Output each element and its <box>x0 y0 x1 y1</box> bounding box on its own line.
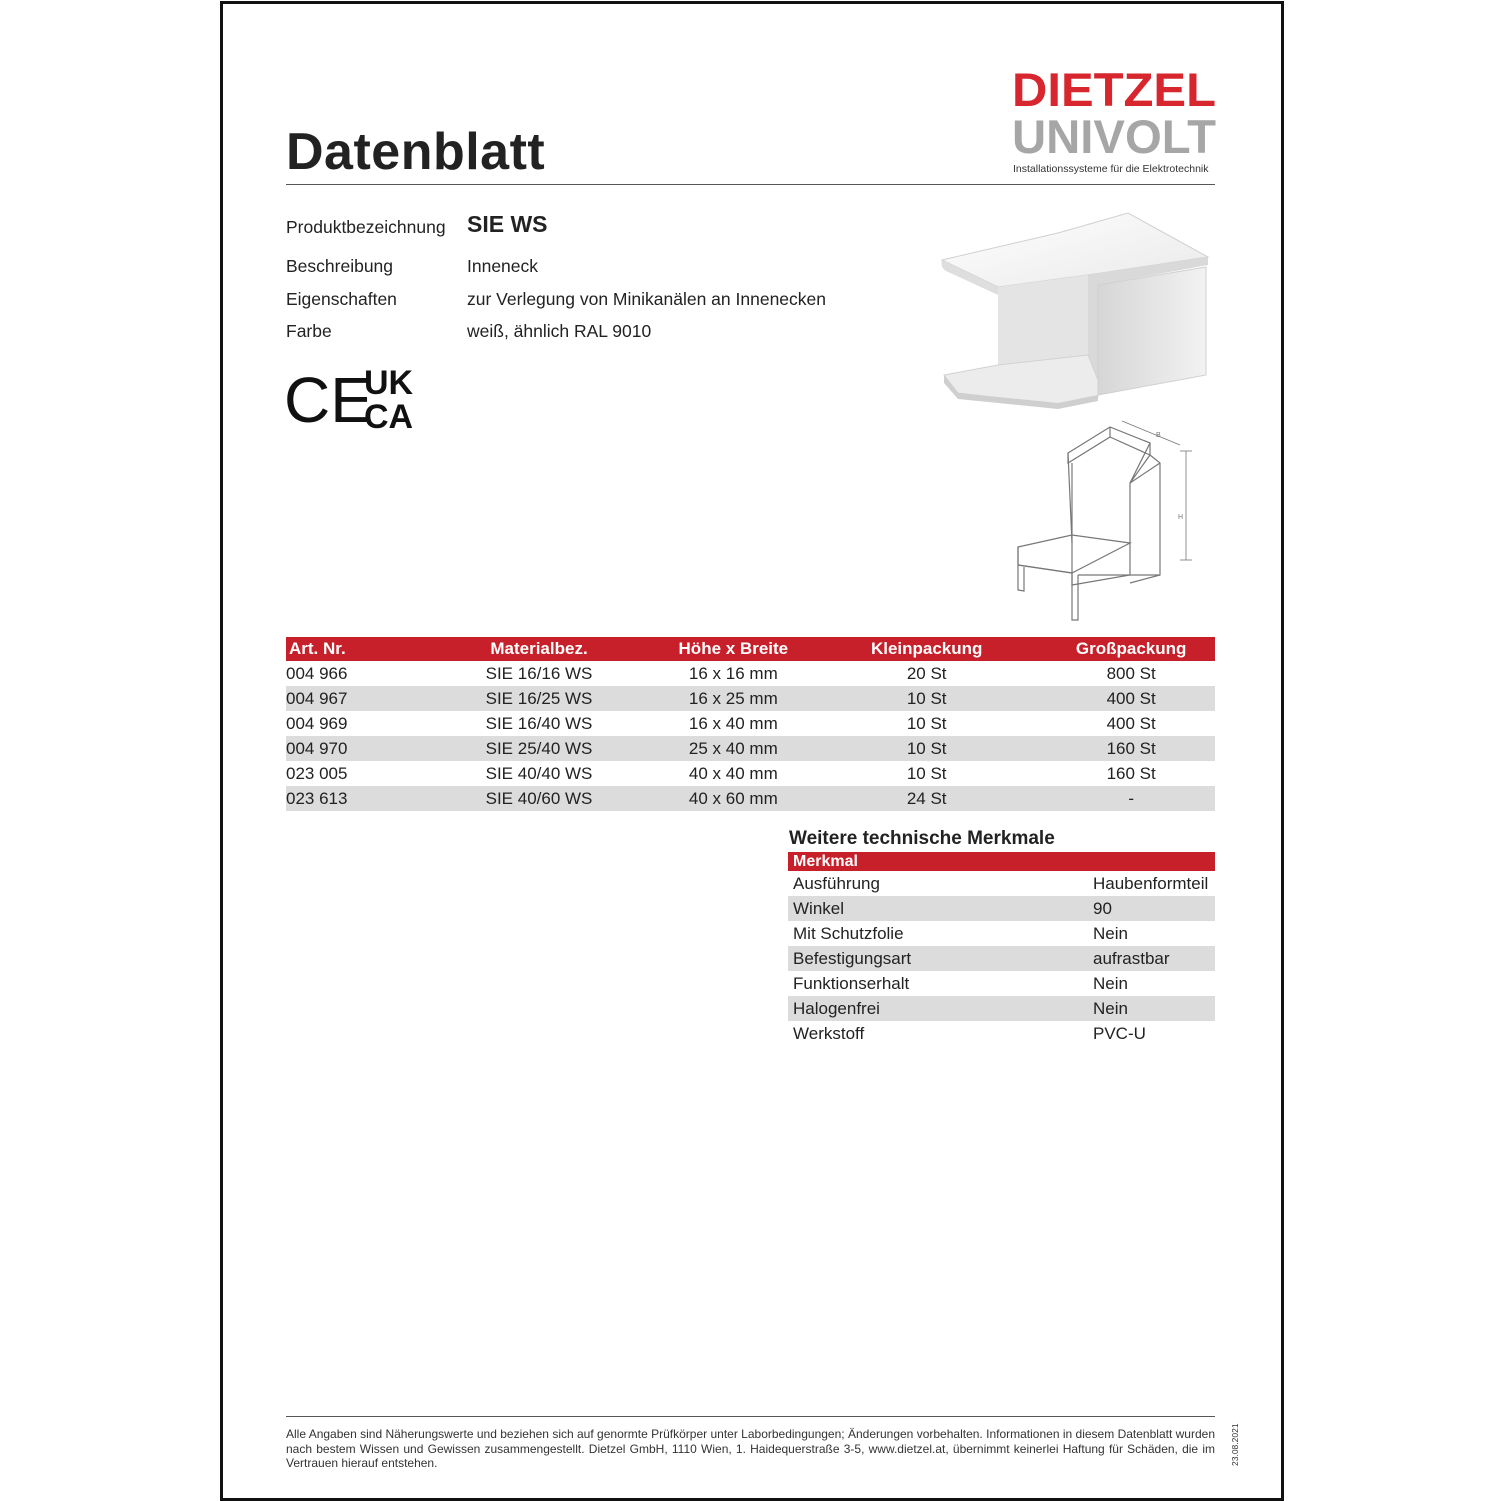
feature-value: Nein <box>1093 996 1215 1021</box>
features-header: Merkmal <box>788 852 1215 871</box>
feature-value: Nein <box>1093 923 1128 943</box>
cell-materialbez: SIE 16/25 WS <box>417 686 660 711</box>
cell-grosspackung: 400 St <box>1106 713 1156 733</box>
table-row <box>286 686 1215 711</box>
feature-row <box>788 896 1215 921</box>
document-date: 23.08.2021 <box>1230 1423 1240 1466</box>
certification-marks <box>286 364 431 437</box>
cell-materialbez: SIE 40/40 WS <box>485 763 593 783</box>
feature-value: Haubenformteil <box>1093 873 1209 893</box>
feature-value: 90 <box>1093 896 1215 921</box>
features-table <box>788 852 1215 1046</box>
cell-art-nr: 004 966 <box>286 663 348 683</box>
cell-art-nr: 023 005 <box>286 763 348 783</box>
technical-drawing <box>1010 415 1200 630</box>
ukca-mark-line2: CA <box>364 398 414 432</box>
description-label: Beschreibung <box>286 256 394 276</box>
cell-hoehe-breite: 25 x 40 mm <box>661 736 806 761</box>
ce-mark: CE <box>286 364 373 432</box>
feature-name: Befestigungsart <box>788 946 1093 971</box>
table-row <box>286 761 1215 786</box>
table-row <box>286 786 1215 811</box>
cell-materialbez: SIE 40/60 WS <box>417 786 660 811</box>
cell-materialbez: SIE 16/40 WS <box>485 713 593 733</box>
cell-art-nr: 023 613 <box>286 786 417 811</box>
cell-kleinpackung: 10 St <box>806 686 1047 711</box>
cell-kleinpackung: 10 St <box>806 736 1047 761</box>
footer-disclaimer: Alle Angaben sind Näherungswerte und beziehen sich auf genormte Prüfkörper unter Laborbedingungen; Änderungen vorbehalten. Informationen in diesem Datenblatt wurden nach bestem Wissen und Gewissen zusammengestellt. Dietzel GmbH, 1110 Wien, 1. Haidequerstraße 3-5, www.dietzel.at, übernimmt keinerlei Haftung für Schäden, die im Vertrauen hierauf entstehen. <box>286 1427 1215 1470</box>
feature-value: aufrastbar <box>1093 946 1215 971</box>
cell-grosspackung: 160 St <box>1047 736 1215 761</box>
features-header-row <box>788 852 1215 871</box>
feature-row <box>788 946 1215 971</box>
cell-grosspackung: 160 St <box>1106 763 1156 783</box>
color-value: weiß, ähnlich RAL 9010 <box>467 321 652 341</box>
cell-grosspackung: 800 St <box>1106 663 1156 683</box>
feature-value: PVC-U <box>1093 1023 1146 1043</box>
table-row <box>286 736 1215 761</box>
cell-hoehe-breite: 40 x 40 mm <box>688 763 778 783</box>
feature-name: Funktionserhalt <box>793 973 910 993</box>
cell-kleinpackung: 10 St <box>906 713 947 733</box>
product-name-value: SIE WS <box>467 211 548 237</box>
feature-name: Ausführung <box>793 873 880 893</box>
cell-art-nr: 004 969 <box>286 713 348 733</box>
product-name-label: Produktbezeichnung <box>286 217 446 237</box>
col-kleinpackung: Kleinpackung <box>806 637 1047 661</box>
articles-header-row <box>286 637 1215 661</box>
cell-grosspackung: - <box>1047 786 1215 811</box>
footer-divider <box>286 1416 1215 1417</box>
feature-name: Mit Schutzfolie <box>793 923 904 943</box>
table-row <box>286 711 1215 736</box>
feature-row <box>788 971 1215 996</box>
header-divider <box>286 184 1215 185</box>
cell-kleinpackung: 20 St <box>906 663 947 683</box>
feature-row <box>788 921 1215 946</box>
cell-hoehe-breite: 40 x 60 mm <box>661 786 806 811</box>
cell-hoehe-breite: 16 x 40 mm <box>688 713 778 733</box>
feature-row <box>788 996 1215 1021</box>
col-grosspackung: Großpackung <box>1047 637 1215 661</box>
cell-art-nr: 004 970 <box>286 736 417 761</box>
cell-materialbez: SIE 25/40 WS <box>417 736 660 761</box>
description-value: Inneneck <box>467 256 539 276</box>
product-photo <box>938 205 1213 415</box>
page-title: Datenblatt <box>286 123 546 181</box>
dimension-h-label: H <box>1178 514 1184 521</box>
cell-kleinpackung: 10 St <box>906 763 947 783</box>
feature-row <box>788 1021 1215 1046</box>
company-logo <box>1012 66 1216 163</box>
feature-name: Winkel <box>788 896 1093 921</box>
feature-row <box>788 871 1215 896</box>
table-row <box>286 661 1215 686</box>
cell-grosspackung: 400 St <box>1047 686 1215 711</box>
cell-art-nr: 004 967 <box>286 686 417 711</box>
col-materialbez: Materialbez. <box>417 637 660 661</box>
properties-label: Eigenschaften <box>286 289 397 309</box>
articles-table <box>286 637 1215 811</box>
logo-tagline: Installationssysteme für die Elektrotechnik <box>1013 163 1209 175</box>
feature-value: Nein <box>1093 973 1128 993</box>
col-art-nr: Art. Nr. <box>286 637 417 661</box>
properties-value: zur Verlegung von Minikanälen an Innenecken <box>467 289 826 309</box>
logo-line1: DIETZEL <box>1012 66 1216 116</box>
cell-hoehe-breite: 16 x 25 mm <box>661 686 806 711</box>
feature-name: Halogenfrei <box>788 996 1093 1021</box>
color-label: Farbe <box>286 321 332 341</box>
features-title: Weitere technische Merkmale <box>789 828 1055 849</box>
cell-materialbez: SIE 16/16 WS <box>485 663 593 683</box>
cell-hoehe-breite: 16 x 16 mm <box>688 663 778 683</box>
logo-line2: UNIVOLT <box>1012 110 1216 158</box>
cell-kleinpackung: 24 St <box>806 786 1047 811</box>
col-hoehe-breite: Höhe x Breite <box>661 637 806 661</box>
feature-name: Werkstoff <box>793 1023 865 1043</box>
ukca-mark-line1: UK <box>364 364 414 402</box>
dimension-b-label: B <box>1156 432 1161 439</box>
